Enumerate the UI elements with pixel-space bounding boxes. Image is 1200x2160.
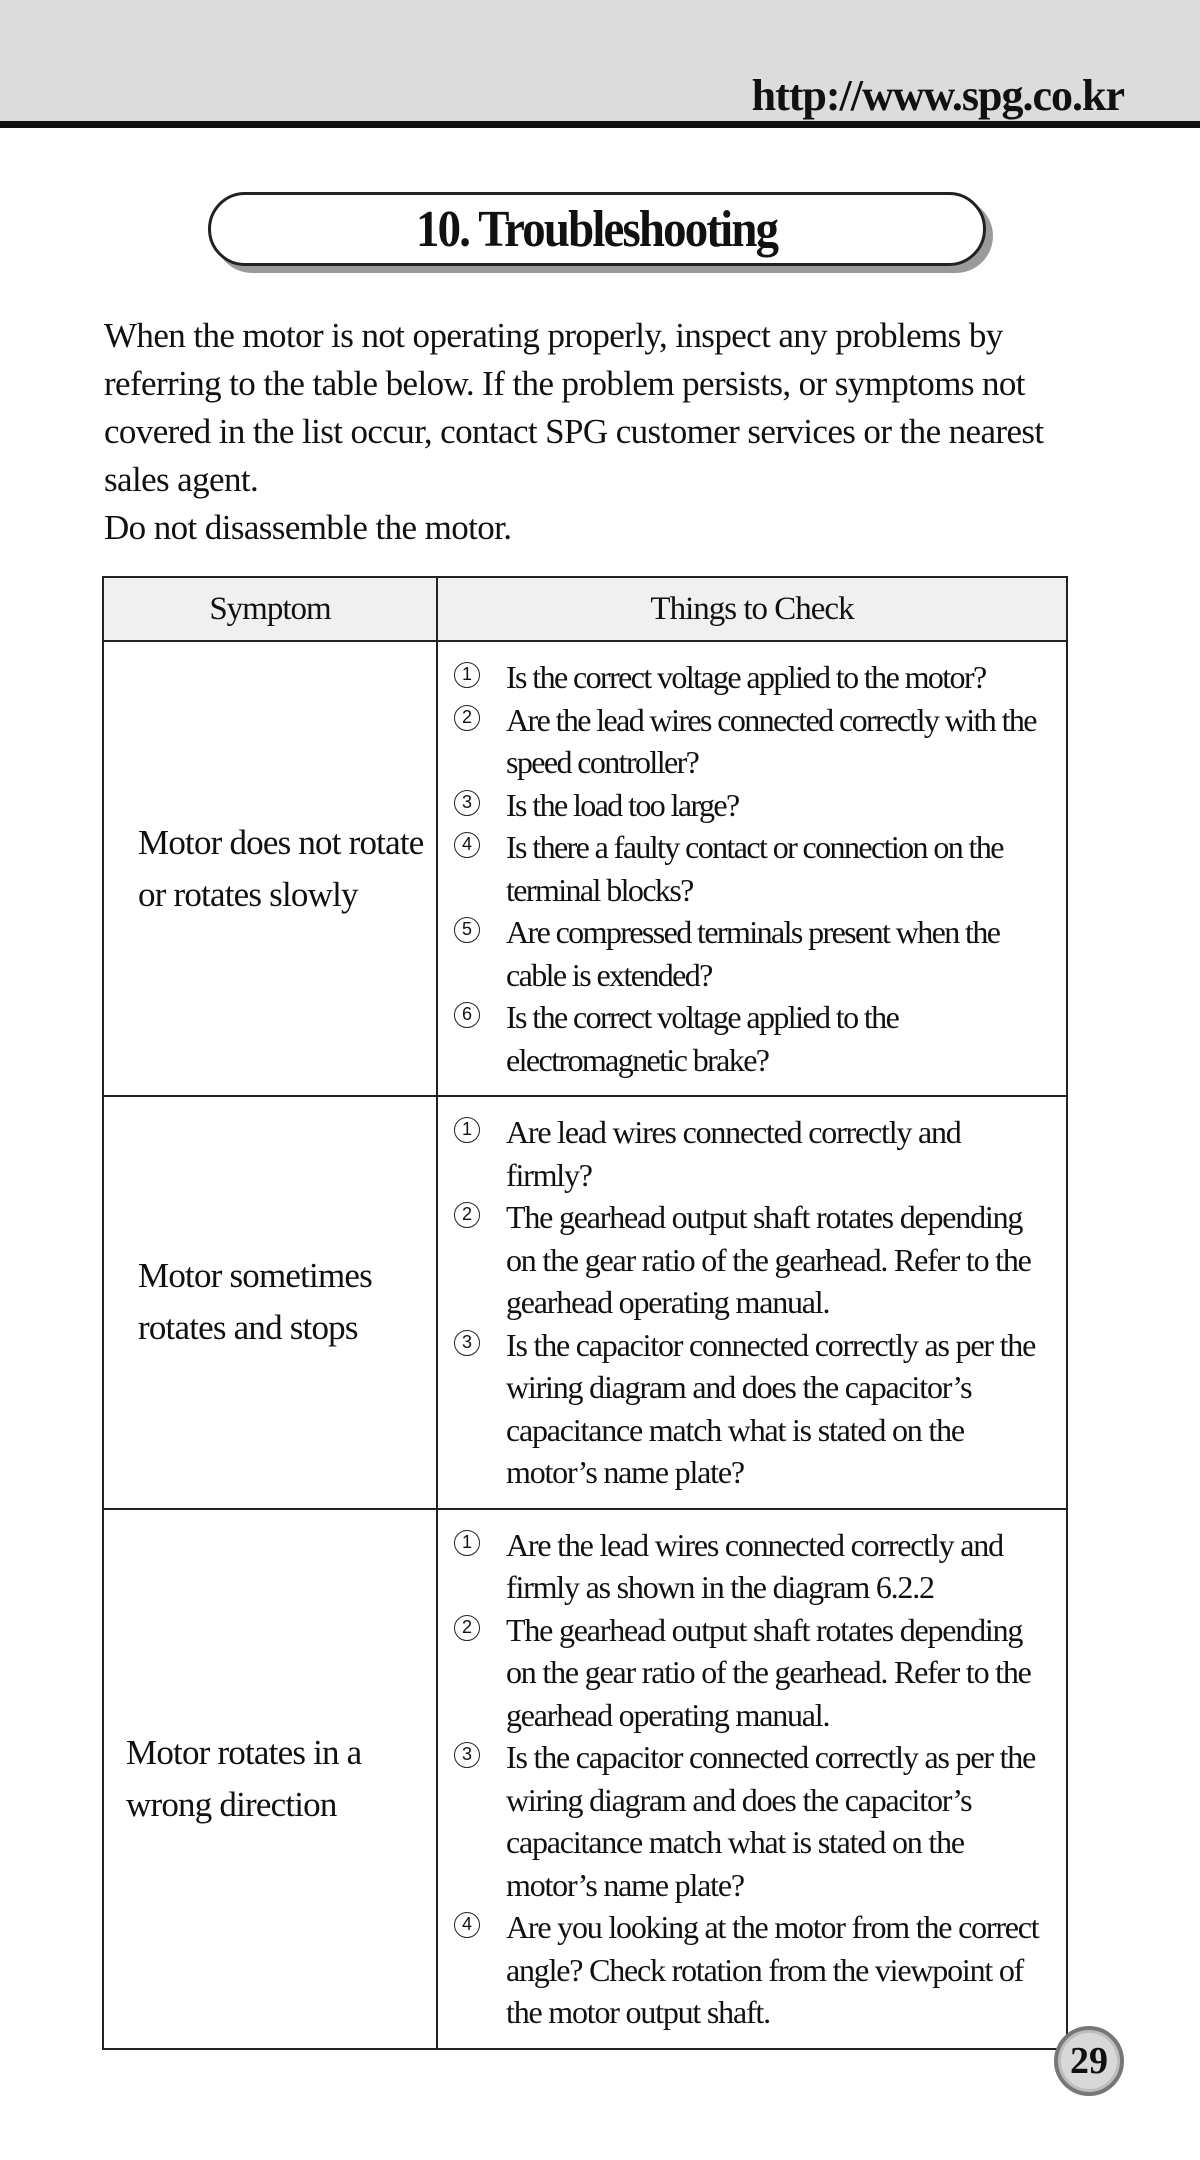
- circled-number-icon: 3: [454, 1742, 480, 1768]
- check-text: Are the lead wires connected correctly and firmly as shown in the diagram 6.2.2: [506, 1526, 1003, 1605]
- check-text: Are lead wires connected correctly and firmly?: [506, 1114, 961, 1193]
- page-header-bar: [0, 0, 1200, 128]
- check-item: [454, 826, 1052, 911]
- table-row: [103, 641, 1067, 1096]
- circled-number-icon: 2: [454, 1615, 480, 1641]
- check-item: [454, 1906, 1052, 2034]
- header-symptom: Symptom: [103, 577, 437, 641]
- checks-cell: [437, 1509, 1067, 2049]
- check-text: Is the correct voltage applied to the electromagnetic brake?: [506, 999, 899, 1078]
- header-things-to-check: Things to Check: [437, 577, 1067, 641]
- intro-paragraph: When the motor is not operating properly, inspect any problems by referring to the table below. If the problem persists, or symptoms not covered in the list occur, contact SPG customer services or the nearest sales agent.: [104, 316, 1044, 499]
- page-number-badge: [1054, 2026, 1124, 2096]
- check-item: [454, 699, 1052, 784]
- circled-number-icon: 3: [454, 1330, 480, 1356]
- check-item: [454, 1524, 1052, 1609]
- table-row: [103, 1096, 1067, 1509]
- check-item: [454, 1324, 1052, 1494]
- intro-text: [104, 312, 1104, 552]
- table-row: [103, 1509, 1067, 2049]
- check-text: Are you looking at the motor from the correct angle? Check rotation from the viewpoint of the motor output shaft.: [506, 1909, 1039, 2030]
- check-text: The gearhead output shaft rotates depending on the gear ratio of the gearhead. Refer to the gearhead operating manual.: [506, 1611, 1031, 1733]
- circled-number-icon: 2: [454, 1202, 480, 1228]
- check-text: Is there a faulty contact or connection on the terminal blocks?: [506, 829, 1003, 908]
- symptom-cell: Motor does not rotate or rotates slowly: [103, 641, 437, 1096]
- check-item: [454, 1111, 1052, 1196]
- page-number: 29: [1061, 2033, 1117, 2089]
- section-title-box: [208, 192, 986, 266]
- circled-number-icon: 5: [454, 917, 480, 943]
- check-item: [454, 784, 1052, 827]
- symptom-cell: Motor sometimes rotates and stops: [103, 1096, 437, 1509]
- circled-number-icon: 4: [454, 1912, 480, 1938]
- check-text: Are compressed terminals present when the cable is extended?: [506, 914, 1000, 993]
- check-item: [454, 1196, 1052, 1324]
- check-item: [454, 911, 1052, 996]
- check-text: Is the capacitor connected correctly as per the wiring diagram and does the capacitor’s capacitance match what is stated on the motor’s name plate?: [506, 1739, 1036, 1903]
- intro-warning: Do not disassemble the motor.: [104, 508, 512, 547]
- check-item: [454, 1609, 1052, 1737]
- circled-number-icon: 1: [454, 1530, 480, 1556]
- circled-number-icon: 1: [454, 662, 480, 688]
- check-item: [454, 1736, 1052, 1906]
- circled-number-icon: 2: [454, 705, 480, 731]
- check-text: Is the correct voltage applied to the motor?: [506, 659, 986, 695]
- check-text: Is the capacitor connected correctly as per the wiring diagram and does the capacitor’s capacitance match what is stated on the motor’s name plate?: [506, 1326, 1036, 1490]
- check-text: Is the load too large?: [506, 786, 739, 823]
- troubleshooting-table: [102, 576, 1068, 2050]
- circled-number-icon: 4: [454, 832, 480, 858]
- check-item: [454, 996, 1052, 1081]
- checks-cell: [437, 641, 1067, 1096]
- check-item: [454, 656, 1052, 699]
- section-title: 10. Troubleshooting: [416, 200, 778, 258]
- circled-number-icon: 6: [454, 1002, 480, 1028]
- check-text: Are the lead wires connected correctly with the speed controller?: [506, 701, 1036, 780]
- circled-number-icon: 3: [454, 790, 480, 816]
- checks-cell: [437, 1096, 1067, 1509]
- check-text: The gearhead output shaft rotates depending on the gear ratio of the gearhead. Refer to the gearhead operating manual.: [506, 1199, 1031, 1320]
- circled-number-icon: 1: [454, 1117, 480, 1143]
- symptom-cell: Motor rotates in a wrong direction: [103, 1509, 437, 2049]
- site-url: http://www.spg.co.kr: [751, 71, 1124, 120]
- table-header-row: [103, 577, 1067, 641]
